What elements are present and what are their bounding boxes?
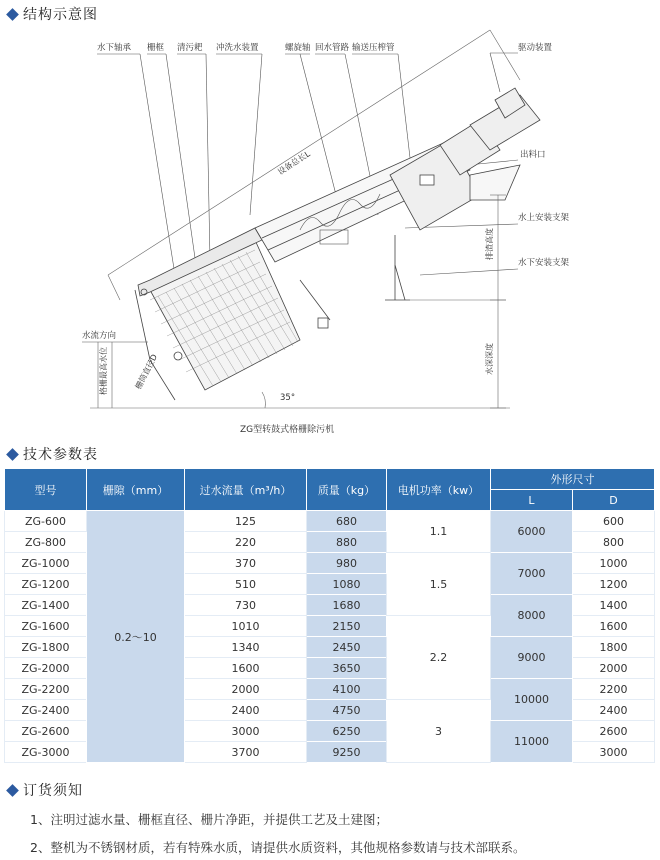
table-row [5,511,655,532]
header-dims: 外形尺寸 [491,469,655,490]
cell-flow: 2000 [185,679,307,700]
support-frames [300,235,410,320]
cell-length: 7000 [491,553,573,595]
cell-model: ZG-3000 [5,742,87,763]
cell-mass: 1680 [307,595,387,616]
header-flow: 过水流量（m³/h） [185,469,307,511]
cell-model: ZG-2000 [5,658,87,679]
cell-length: 11000 [491,721,573,763]
cell-model: ZG-1400 [5,595,87,616]
cell-model: ZG-600 [5,511,87,532]
header-diameter: D [573,490,655,511]
structure-diagram [0,18,660,438]
order-note-1: 1、注明过滤水量、栅框直径、栅片净距，并提供工艺及土建图； [30,812,388,827]
label-install-height: 排渣高度 [485,228,494,260]
label-flow-direction: 水流方向 [82,331,117,341]
cell-flow: 1340 [185,637,307,658]
header-mass: 质量（kg） [307,469,387,511]
cell-mass: 4100 [307,679,387,700]
cell-mass: 2450 [307,637,387,658]
label-lower-support: 水下安装支架 [518,258,570,268]
cell-diameter: 600 [573,511,655,532]
cell-diameter: 2400 [573,700,655,721]
cell-diameter: 1000 [573,553,655,574]
cell-flow: 370 [185,553,307,574]
cell-flow: 220 [185,532,307,553]
cell-flow: 730 [185,595,307,616]
header-power: 电机功率（kw） [387,469,491,511]
params-section-header [6,444,98,464]
cell-diameter: 2200 [573,679,655,700]
order-note-2: 2、整机为不锈钢材质，若有特殊水质，请提供水质资料，其他规格参数请与技术部联系。 [30,840,526,855]
cell-power: 2.2 [387,616,491,700]
cell-diameter: 800 [573,532,655,553]
label-screw-shaft: 螺旋轴 [285,43,311,53]
cell-mass: 2150 [307,616,387,637]
label-upper-support: 水上安装支架 [518,213,570,223]
cell-mass: 880 [307,532,387,553]
diamond-bullet-icon [6,448,19,461]
diamond-bullet-icon [6,784,19,797]
cell-flow: 3700 [185,742,307,763]
cell-flow: 1010 [185,616,307,637]
label-return-pipe: 回水管路 [315,43,350,53]
cell-mass: 6250 [307,721,387,742]
cell-power: 1.5 [387,553,491,616]
cell-diameter: 1800 [573,637,655,658]
header-model: 型号 [5,469,87,511]
cell-gap: 0.2～10 [87,511,185,763]
cell-model: ZG-2400 [5,700,87,721]
cell-diameter: 3000 [573,742,655,763]
diagram-caption: ZG型转鼓式格栅除污机 [240,425,335,435]
label-device-length: 设备总长L [276,149,312,177]
cell-diameter: 1400 [573,595,655,616]
cell-flow: 1600 [185,658,307,679]
cell-power: 3 [387,700,491,763]
cell-length: 9000 [491,637,573,679]
label-cleaning-rake: 清污耙 [177,43,203,53]
label-max-level: 格栅最高水位 [99,347,108,395]
order-section-header [6,780,83,800]
cell-power: 1.1 [387,511,491,553]
label-water-depth: 水深深度 [485,343,494,375]
drum-screen [150,240,300,390]
cell-model: ZG-2200 [5,679,87,700]
cell-mass: 3650 [307,658,387,679]
cell-mass: 9250 [307,742,387,763]
cell-flow: 125 [185,511,307,532]
cell-model: ZG-1200 [5,574,87,595]
section-title: 技术参数表 [23,447,98,463]
cell-diameter: 1200 [573,574,655,595]
cell-length: 8000 [491,595,573,637]
cell-diameter: 2600 [573,721,655,742]
cell-model: ZG-1800 [5,637,87,658]
label-underwater-bearing: 水下轴承 [97,43,132,53]
parameter-table [4,468,655,763]
cell-flow: 510 [185,574,307,595]
cell-diameter: 2000 [573,658,655,679]
cell-model: ZG-1000 [5,553,87,574]
cell-length: 6000 [491,511,573,553]
section-title: 订货须知 [23,783,83,799]
label-grid-frame: 栅框 [147,43,165,53]
header-gap: 栅隙（mm） [87,469,185,511]
label-drive-device: 驱动装置 [518,43,553,53]
cell-mass: 1080 [307,574,387,595]
cell-mass: 980 [307,553,387,574]
label-flush-device: 冲洗水装置 [216,43,259,53]
label-grid-diameter: 栅筒直径D [133,352,160,391]
label-angle: 35° [280,393,296,403]
section-title: 结构示意图 [23,7,98,23]
cell-flow: 2400 [185,700,307,721]
header-length: L [491,490,573,511]
cell-mass: 680 [307,511,387,532]
cell-flow: 3000 [185,721,307,742]
cell-model: ZG-800 [5,532,87,553]
label-press-pipe: 输送压榨管 [352,43,395,53]
cell-model: ZG-1600 [5,616,87,637]
cell-mass: 4750 [307,700,387,721]
cell-length: 10000 [491,679,573,721]
cell-model: ZG-2600 [5,721,87,742]
label-outlet: 出料口 [520,150,546,160]
cell-diameter: 1600 [573,616,655,637]
